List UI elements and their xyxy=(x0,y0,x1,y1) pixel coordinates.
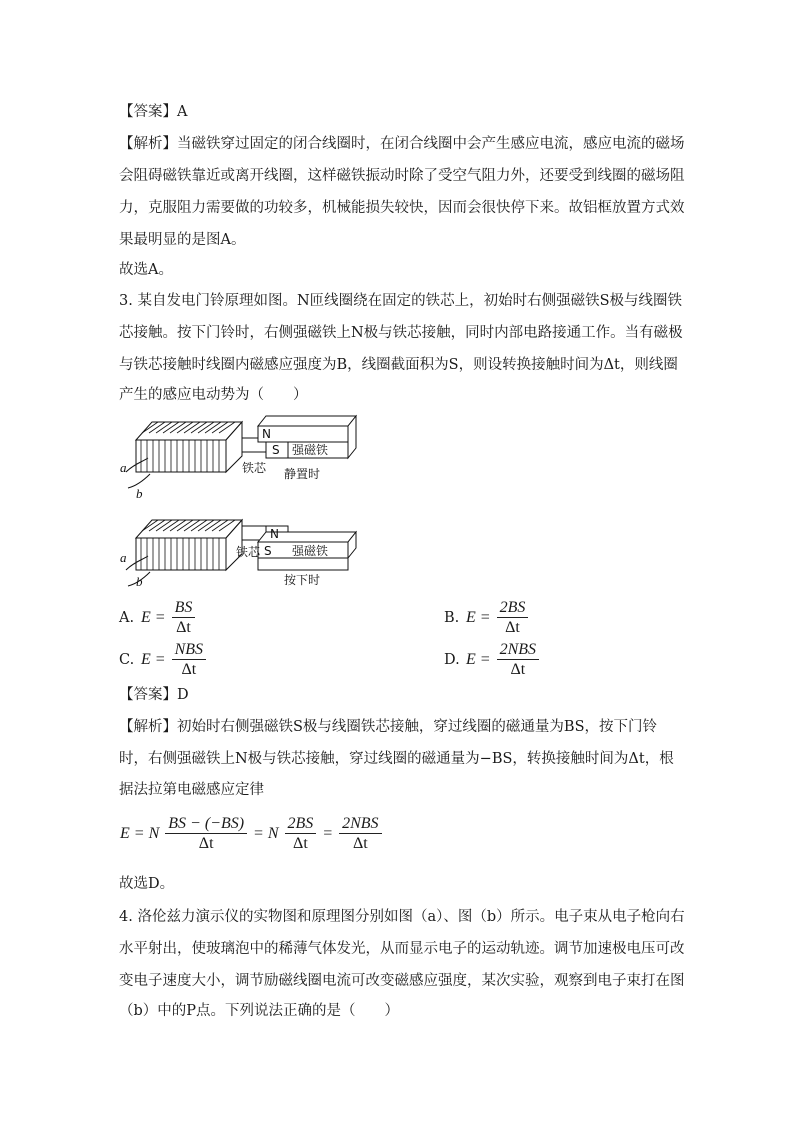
pole-s-top: S xyxy=(272,443,280,457)
option-d[interactable] xyxy=(444,640,541,679)
option-fraction xyxy=(497,598,529,637)
analysis-line: 时，右侧强磁铁上N极与铁芯接触，穿过线圈的磁通量为−BS，转换接触时间为Δt，根 xyxy=(119,751,674,767)
wire-label-a-top: a xyxy=(120,460,127,475)
question-3-line: 芯接触。按下门铃时，右侧强磁铁上N极与铁芯接触，同时内部电路接通工作。当有磁极 xyxy=(119,325,683,341)
choose-line: 故选D。 xyxy=(119,876,175,892)
fraction-denominator: Δt xyxy=(510,661,526,678)
analysis-line: 力，克服阻力需要做的功较多，机械能损失较快，因而会很快停下来。故铝框放置方式效 xyxy=(119,200,685,216)
option-a[interactable] xyxy=(119,598,197,637)
faraday-formula xyxy=(120,814,384,853)
option-b[interactable] xyxy=(444,598,530,637)
fraction-denominator: Δt xyxy=(198,835,214,852)
answer-line: 【答案】D xyxy=(119,687,189,703)
question-3-line: 3. 某自发电门铃原理如图。N匝线圈绕在固定的铁芯上，初始时右侧强磁铁S极与线圈铁 xyxy=(119,293,683,309)
fraction-numerator: 2NBS xyxy=(339,814,381,834)
magnet-label-top: 强磁铁 xyxy=(292,443,329,457)
fraction-numerator: BS − (−BS) xyxy=(165,814,247,834)
question-3-line: 与铁芯接触时线圈内磁感应强度为B，线圈截面积为S，则设转换接触时间为Δt，则线圈 xyxy=(119,357,678,373)
question-3-line: 产生的感应电动势为（ ） xyxy=(119,387,308,403)
formula-fraction xyxy=(165,814,247,853)
option-fraction xyxy=(172,640,206,679)
formula-mid: = N xyxy=(253,824,279,842)
option-lhs: E = xyxy=(141,650,166,668)
caption-top: 静置时 xyxy=(284,467,321,481)
pole-n-bottom: N xyxy=(270,527,279,541)
formula-equals: = xyxy=(322,824,334,842)
fraction-numerator: 2BS xyxy=(497,598,529,618)
question-4-line: 4. 洛伦兹力演示仪的实物图和原理图分别如图（a）、图（b）所示。电子束从电子枪向右 xyxy=(119,909,685,925)
analysis-line: 【解析】初始时右侧强磁铁S极与线圈铁芯接触，穿过线圈的磁通量为BS，按下门铃 xyxy=(119,719,658,735)
question-4-line: （b）中的P点。下列说法正确的是（ ） xyxy=(119,1003,400,1019)
analysis-line: 会阻碍磁铁靠近或离开线圈，这样磁铁振动时除了受空气阻力外，还要受到线圈的磁场阻 xyxy=(119,168,685,184)
caption-bottom: 按下时 xyxy=(284,573,321,587)
analysis-line: 【解析】当磁铁穿过固定的闭合线圈时，在闭合线圈中会产生感应电流，感应电流的磁场 xyxy=(119,136,685,152)
fraction-denominator: Δt xyxy=(293,835,308,852)
fraction-numerator: 2BS xyxy=(285,814,317,834)
analysis-line: 果最明显的是图A。 xyxy=(119,232,246,248)
doorbell-figure xyxy=(116,412,366,594)
wire-label-b-top: b xyxy=(136,486,143,501)
option-fraction xyxy=(497,640,539,679)
option-lhs: E = xyxy=(141,608,166,626)
formula-fraction xyxy=(339,814,381,853)
option-label: B. xyxy=(444,609,460,626)
formula-lhs: E = N xyxy=(120,824,160,842)
coil-top xyxy=(136,422,242,472)
formula-fraction xyxy=(285,814,317,853)
option-label: C. xyxy=(119,651,135,668)
option-c[interactable] xyxy=(119,640,208,679)
fraction-numerator: NBS xyxy=(172,640,206,660)
coil-bottom xyxy=(136,520,242,570)
fraction-denominator: Δt xyxy=(505,619,520,636)
pole-n-top: N xyxy=(262,427,271,441)
answer-line: 【答案】A xyxy=(119,104,188,120)
core-label-top: 铁芯 xyxy=(242,461,267,475)
option-label: A. xyxy=(119,609,135,626)
wire-label-a-bottom: a xyxy=(120,550,127,565)
analysis-line: 据法拉第电磁感应定律 xyxy=(119,782,264,798)
option-lhs: E = xyxy=(466,608,491,626)
fraction-numerator: BS xyxy=(172,598,196,618)
wire-label-b-bottom: b xyxy=(136,574,143,589)
fraction-denominator: Δt xyxy=(181,661,197,678)
pole-s-bottom: S xyxy=(264,544,272,558)
core-label-bottom: 铁芯 xyxy=(236,545,261,559)
fraction-denominator: Δt xyxy=(352,835,368,852)
question-4-line: 变电子速度大小，调节励磁线圈电流可改变磁感应强度，某次实验，观察到电子束打在图 xyxy=(119,973,685,989)
option-lhs: E = xyxy=(466,650,491,668)
option-label: D. xyxy=(444,651,460,668)
option-fraction xyxy=(172,598,196,637)
choose-line: 故选A。 xyxy=(119,262,173,278)
magnet-label-bottom: 强磁铁 xyxy=(292,544,329,558)
question-4-line: 水平射出，使玻璃泡中的稀薄气体发光，从而显示电子的运动轨迹。调节加速极电压可改 xyxy=(119,941,685,957)
fraction-denominator: Δt xyxy=(176,619,191,636)
fraction-numerator: 2NBS xyxy=(497,640,539,660)
